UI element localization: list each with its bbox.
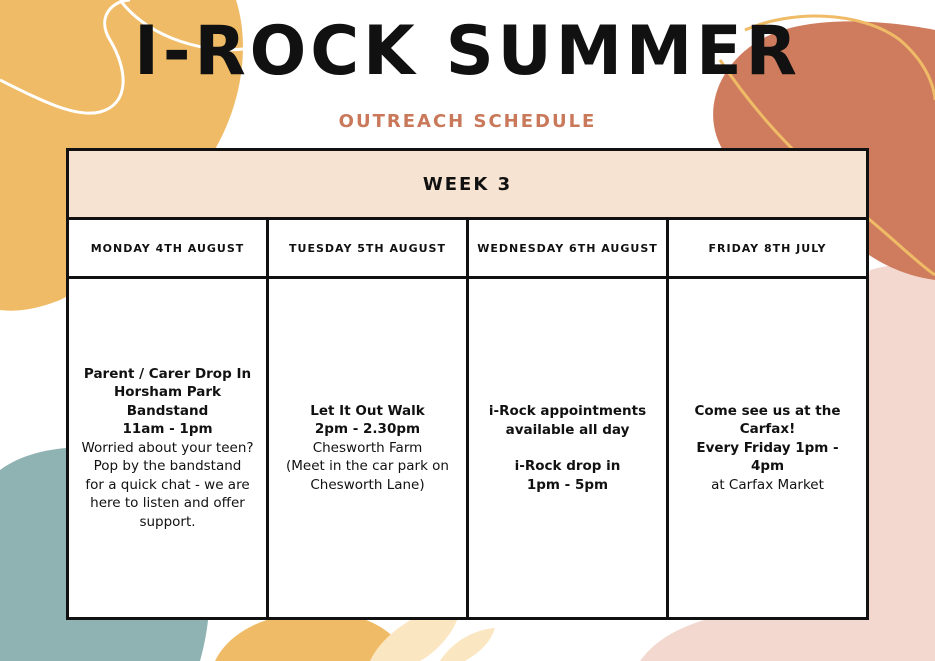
event-line: i-Rock appointments — [488, 403, 647, 419]
event-line: i-Rock drop in — [514, 458, 621, 474]
event-line: 2pm - 2.30pm — [314, 421, 421, 438]
day-header-monday: MONDAY 4TH AUGUST — [69, 220, 269, 276]
event-line: Let It Out Walk — [310, 402, 425, 419]
event-line: Come see us at the — [694, 402, 841, 419]
event-line: 1pm - 5pm — [526, 476, 609, 493]
cell-friday — [669, 279, 866, 617]
cell-monday — [69, 279, 269, 617]
event-line: here to listen and offer — [90, 495, 245, 512]
event-line: (Meet in the car park on — [285, 458, 449, 475]
page-title: I-ROCK SUMMER — [134, 12, 801, 91]
event-line: Chesworth Lane) — [310, 476, 425, 493]
cell-tuesday — [269, 279, 469, 617]
event-line: Pop by the bandstand — [93, 458, 242, 475]
cell-wednesday — [469, 279, 669, 617]
day-header-wednesday: WEDNESDAY 6TH AUGUST — [469, 220, 669, 276]
event-line: Every Friday 1pm - 4pm — [696, 439, 839, 475]
page-subtitle: OUTREACH SCHEDULE — [338, 111, 597, 132]
day-cells-row — [69, 279, 866, 617]
event-line: at Carfax Market — [711, 476, 824, 493]
event-line: Bandstand — [126, 402, 209, 419]
event-line: Chesworth Farm — [312, 439, 423, 456]
event-line: Parent / Carer Drop In — [83, 365, 252, 382]
event-line: Horsham Park — [113, 384, 222, 401]
event-line: for a quick chat - we are — [85, 476, 250, 493]
event-line: Worried about your teen? — [81, 439, 254, 456]
week-heading: WEEK 3 — [69, 151, 866, 220]
event-line: support. — [139, 513, 196, 530]
event-line: available all day — [505, 421, 630, 438]
event-line: 11am - 1pm — [122, 421, 213, 438]
day-header-row — [69, 220, 866, 279]
day-header-friday: FRIDAY 8TH JULY — [708, 241, 827, 255]
event-line: Carfax! — [739, 421, 796, 438]
day-header-tuesday: TUESDAY 5TH AUGUST — [269, 220, 469, 276]
schedule-table — [66, 148, 869, 620]
